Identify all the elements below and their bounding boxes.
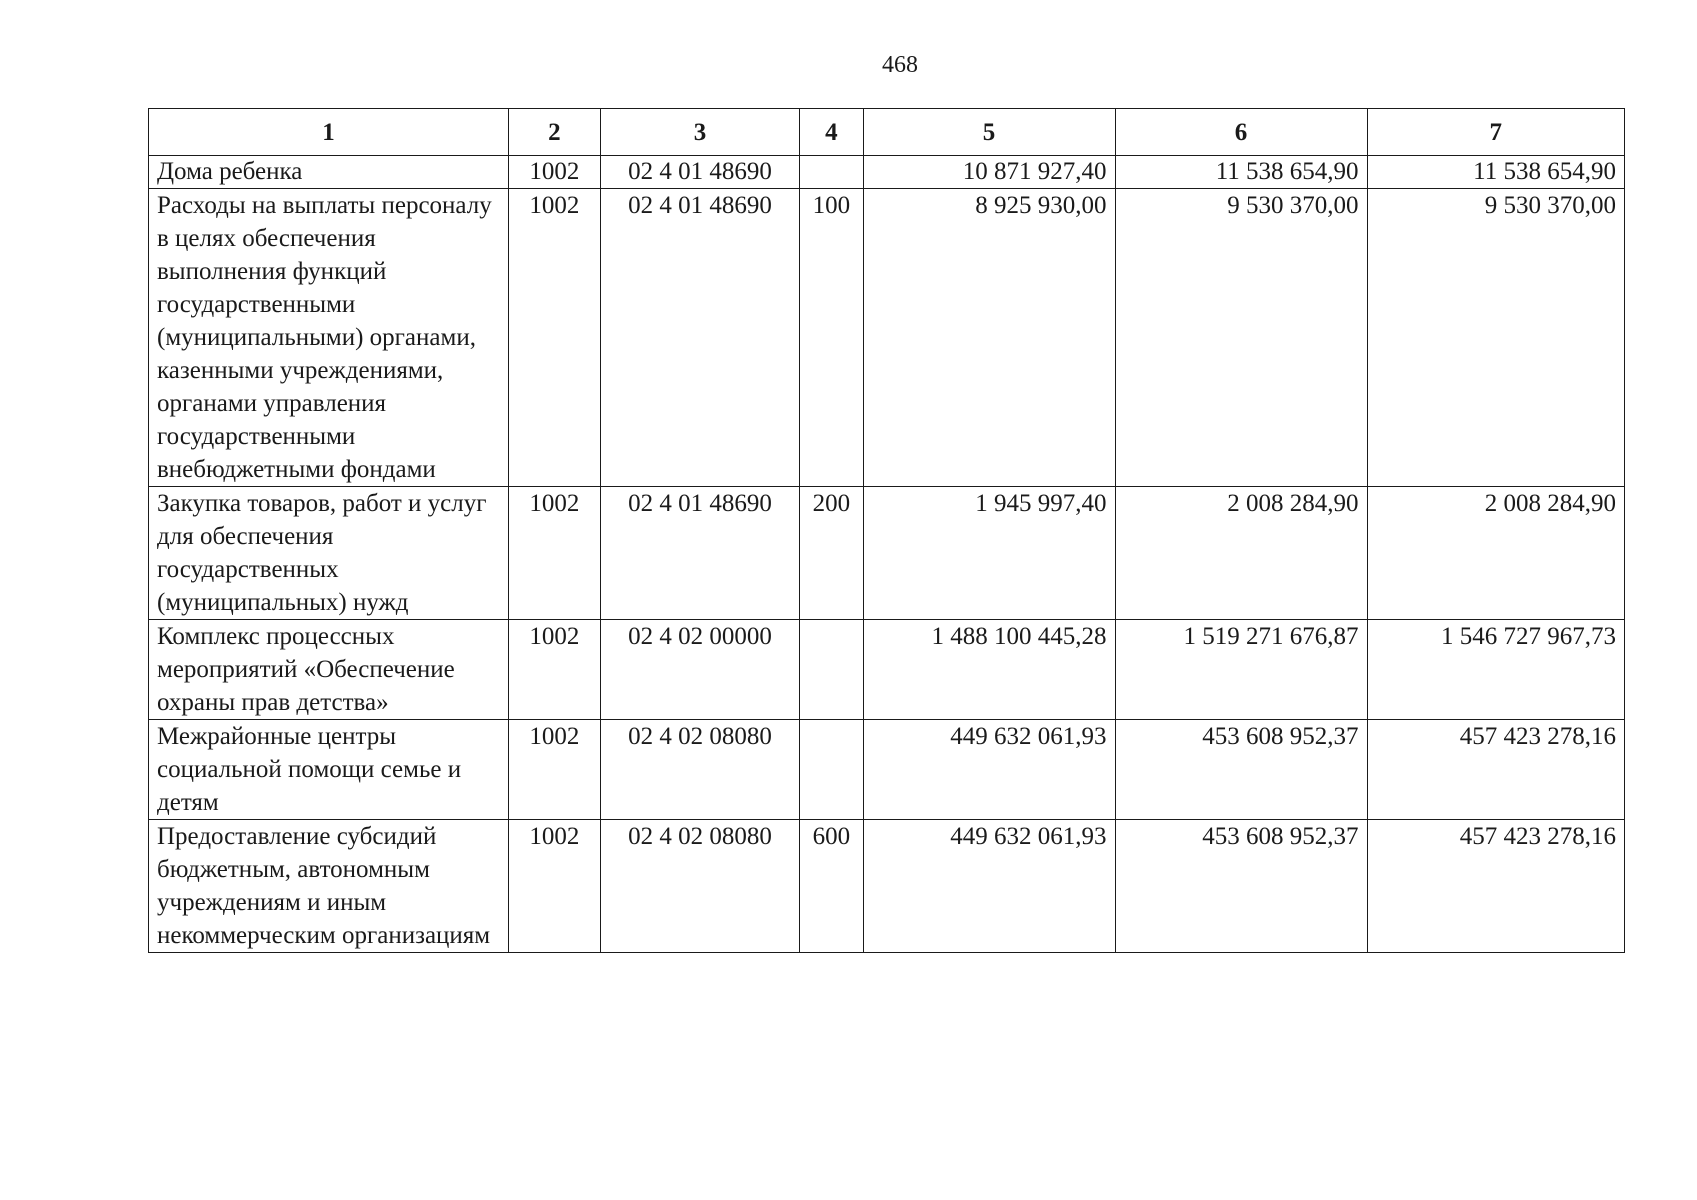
budget-table	[148, 108, 1625, 953]
row-amount-year-1: 1 488 100 445,28	[863, 620, 1115, 720]
row-name: Дома ребенка	[149, 156, 509, 189]
row-expense-type	[800, 620, 863, 720]
row-amount-year-2: 9 530 370,00	[1115, 189, 1367, 487]
column-header-5: 5	[863, 109, 1115, 156]
table-row	[149, 620, 1625, 720]
row-section: 1002	[509, 487, 601, 620]
row-amount-year-1: 8 925 930,00	[863, 189, 1115, 487]
row-section: 1002	[509, 620, 601, 720]
row-target-code: 02 4 02 00000	[600, 620, 800, 720]
row-amount-year-3: 457 423 278,16	[1367, 720, 1624, 820]
row-amount-year-3: 2 008 284,90	[1367, 487, 1624, 620]
row-name: Комплекс процессных мероприятий «Обеспечение охраны прав детства»	[149, 620, 509, 720]
row-name: Расходы на выплаты персоналу в целях обеспечения выполнения функций государственными (муниципальными) органами, казенными учреждениями, органами управления государственными внебюджетными фондами	[149, 189, 509, 487]
column-header-6: 6	[1115, 109, 1367, 156]
row-expense-type: 600	[800, 820, 863, 953]
row-amount-year-2: 453 608 952,37	[1115, 720, 1367, 820]
row-expense-type: 200	[800, 487, 863, 620]
row-amount-year-3: 9 530 370,00	[1367, 189, 1624, 487]
table-row	[149, 820, 1625, 953]
table-row	[149, 487, 1625, 620]
row-amount-year-2: 11 538 654,90	[1115, 156, 1367, 189]
row-expense-type	[800, 720, 863, 820]
row-name: Закупка товаров, работ и услуг для обеспечения государственных (муниципальных) нужд	[149, 487, 509, 620]
row-target-code: 02 4 02 08080	[600, 820, 800, 953]
row-amount-year-2: 2 008 284,90	[1115, 487, 1367, 620]
row-target-code: 02 4 01 48690	[600, 189, 800, 487]
column-header-1: 1	[149, 109, 509, 156]
row-section: 1002	[509, 189, 601, 487]
row-expense-type: 100	[800, 189, 863, 487]
header-row	[149, 109, 1625, 156]
row-name: Межрайонные центры социальной помощи семье и детям	[149, 720, 509, 820]
table-row	[149, 189, 1625, 487]
row-amount-year-1: 449 632 061,93	[863, 820, 1115, 953]
row-amount-year-2: 453 608 952,37	[1115, 820, 1367, 953]
row-amount-year-3: 1 546 727 967,73	[1367, 620, 1624, 720]
page-number: 468	[882, 52, 918, 78]
row-amount-year-3: 11 538 654,90	[1367, 156, 1624, 189]
column-header-2: 2	[509, 109, 601, 156]
row-name: Предоставление субсидий бюджетным, автономным учреждениям и иным некоммерческим организациям	[149, 820, 509, 953]
column-header-3: 3	[600, 109, 800, 156]
row-expense-type	[800, 156, 863, 189]
row-amount-year-1: 449 632 061,93	[863, 720, 1115, 820]
column-header-7: 7	[1367, 109, 1624, 156]
table-row	[149, 720, 1625, 820]
row-target-code: 02 4 01 48690	[600, 156, 800, 189]
row-amount-year-1: 1 945 997,40	[863, 487, 1115, 620]
row-amount-year-2: 1 519 271 676,87	[1115, 620, 1367, 720]
row-target-code: 02 4 02 08080	[600, 720, 800, 820]
table-row	[149, 156, 1625, 189]
row-amount-year-1: 10 871 927,40	[863, 156, 1115, 189]
column-header-4: 4	[800, 109, 863, 156]
row-section: 1002	[509, 156, 601, 189]
row-target-code: 02 4 01 48690	[600, 487, 800, 620]
row-section: 1002	[509, 820, 601, 953]
row-amount-year-3: 457 423 278,16	[1367, 820, 1624, 953]
row-section: 1002	[509, 720, 601, 820]
